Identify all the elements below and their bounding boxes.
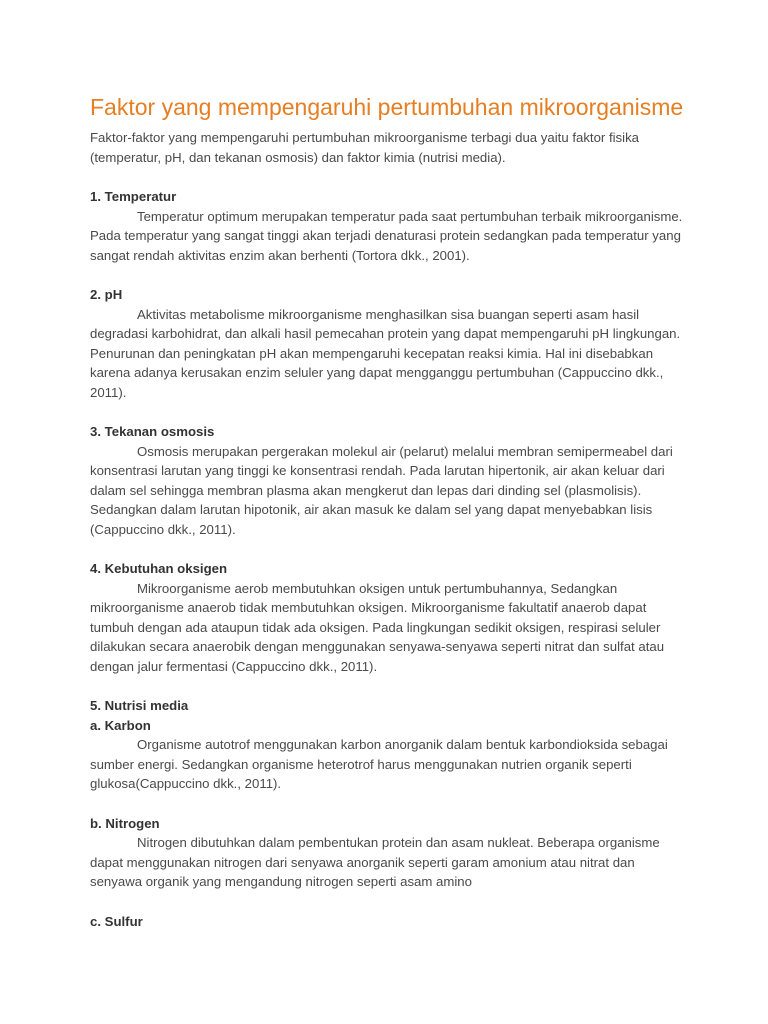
spacer	[90, 402, 690, 422]
spacer	[90, 676, 690, 696]
page-title: Faktor yang mempengaruhi pertumbuhan mikroorganisme	[90, 94, 684, 120]
section-text-tekanan-osmosis: Osmosis merupakan pergerakan molekul air (pelarut) melalui membran semipermeabel dari konsentrasi larutan yang tinggi ke konsentrasi rendah. Pada larutan hipertonik, air akan keluar dari dalam sel sehingga membran plasma akan mengkerut dan lepas dari dinding sel (plasmolisis). Sedangkan dalam larutan hipotonik, air akan masuk ke dalam sel yang dapat menyebabkan lisis (Cappuccino dkk., 2011).	[90, 443, 673, 537]
section-heading-ph: 2. pH	[90, 287, 123, 302]
section-text-ph: Aktivitas metabolisme mikroorganisme menghasilkan sisa buangan seperti asam hasil degradasi karbohidrat, dan alkali hasil pemecahan protein yang dapat mempengaruhi pH lingkungan. Penurunan dan peningkatan pH akan mempengaruhi kecepatan reaksi kimia. Hal ini disebabkan karena adanya kerusakan enzim seluler yang dapat mengganggu pertumbuhan (Cappuccino dkk., 2011).	[90, 306, 681, 400]
spacer	[90, 167, 690, 187]
spacer	[90, 892, 690, 912]
intro-paragraph: Faktor-faktor yang mempengaruhi pertumbuhan mikroorganisme terbagi dua yaitu faktor fisika (temperatur, pH, dan tekanan osmosis) dan faktor kimia (nutrisi media).	[90, 130, 640, 165]
subsection-heading-karbon: a. Karbon	[90, 717, 151, 733]
section-text-temperatur: Temperatur optimum merupakan temperatur pada saat pertumbuhan terbaik mikroorganisme. Pada temperatur yang sangat tinggi akan terjadi denaturasi protein sedangkan pada temperatur yang sangat rendah aktivitas enzim akan berhenti (Tortora dkk., 2001).	[90, 208, 683, 263]
subsection-text-karbon: Organisme autotrof menggunakan karbon anorganik dalam bentuk karbondioksida sebagai sumber energi. Sedangkan organisme heterotrof harus menggunakan nutrien organik seperti glukosa(Cappuccino dkk., 2011).	[90, 737, 668, 791]
section-heading-temperatur: 1. Temperatur	[90, 189, 177, 204]
document-page	[90, 94, 690, 931]
subsection-heading-nitrogen: b. Nitrogen	[90, 815, 160, 831]
subsection-text-nitrogen: Nitrogen dibutuhkan dalam pembentukan protein dan asam nukleat. Beberapa organisme dapat menggunakan nitrogen dari senyawa anorganik seperti garam amonium atau nitrat dan senyawa organik yang mengandung nitrogen seperti asam amino	[90, 835, 660, 889]
spacer	[90, 265, 690, 285]
spacer	[90, 539, 690, 559]
spacer	[90, 794, 690, 814]
subsection-heading-sulfur: c. Sulfur	[90, 913, 143, 929]
section-text-kebutuhan-oksigen: Mikroorganisme aerob membutuhkan oksigen untuk pertumbuhannya, Sedangkan mikroorganisme anaerob tidak membutuhkan oksigen. Mikroorganisme fakultatif anaerob dapat tumbuh dengan ada ataupun tidak ada oksigen. Pada lingkungan sedikit oksigen, respirasi seluler dilakukan secara anaerobik dengan menggunakan senyawa-senyawa seperti nitrat dan sulfat atau dengan jalur fermentasi (Cappuccino dkk., 2011).	[90, 580, 665, 674]
section-heading-nutrisi-media: 5. Nutrisi media	[90, 698, 189, 713]
section-heading-tekanan-osmosis: 3. Tekanan osmosis	[90, 424, 215, 439]
section-heading-kebutuhan-oksigen: 4. Kebutuhan oksigen	[90, 561, 228, 576]
